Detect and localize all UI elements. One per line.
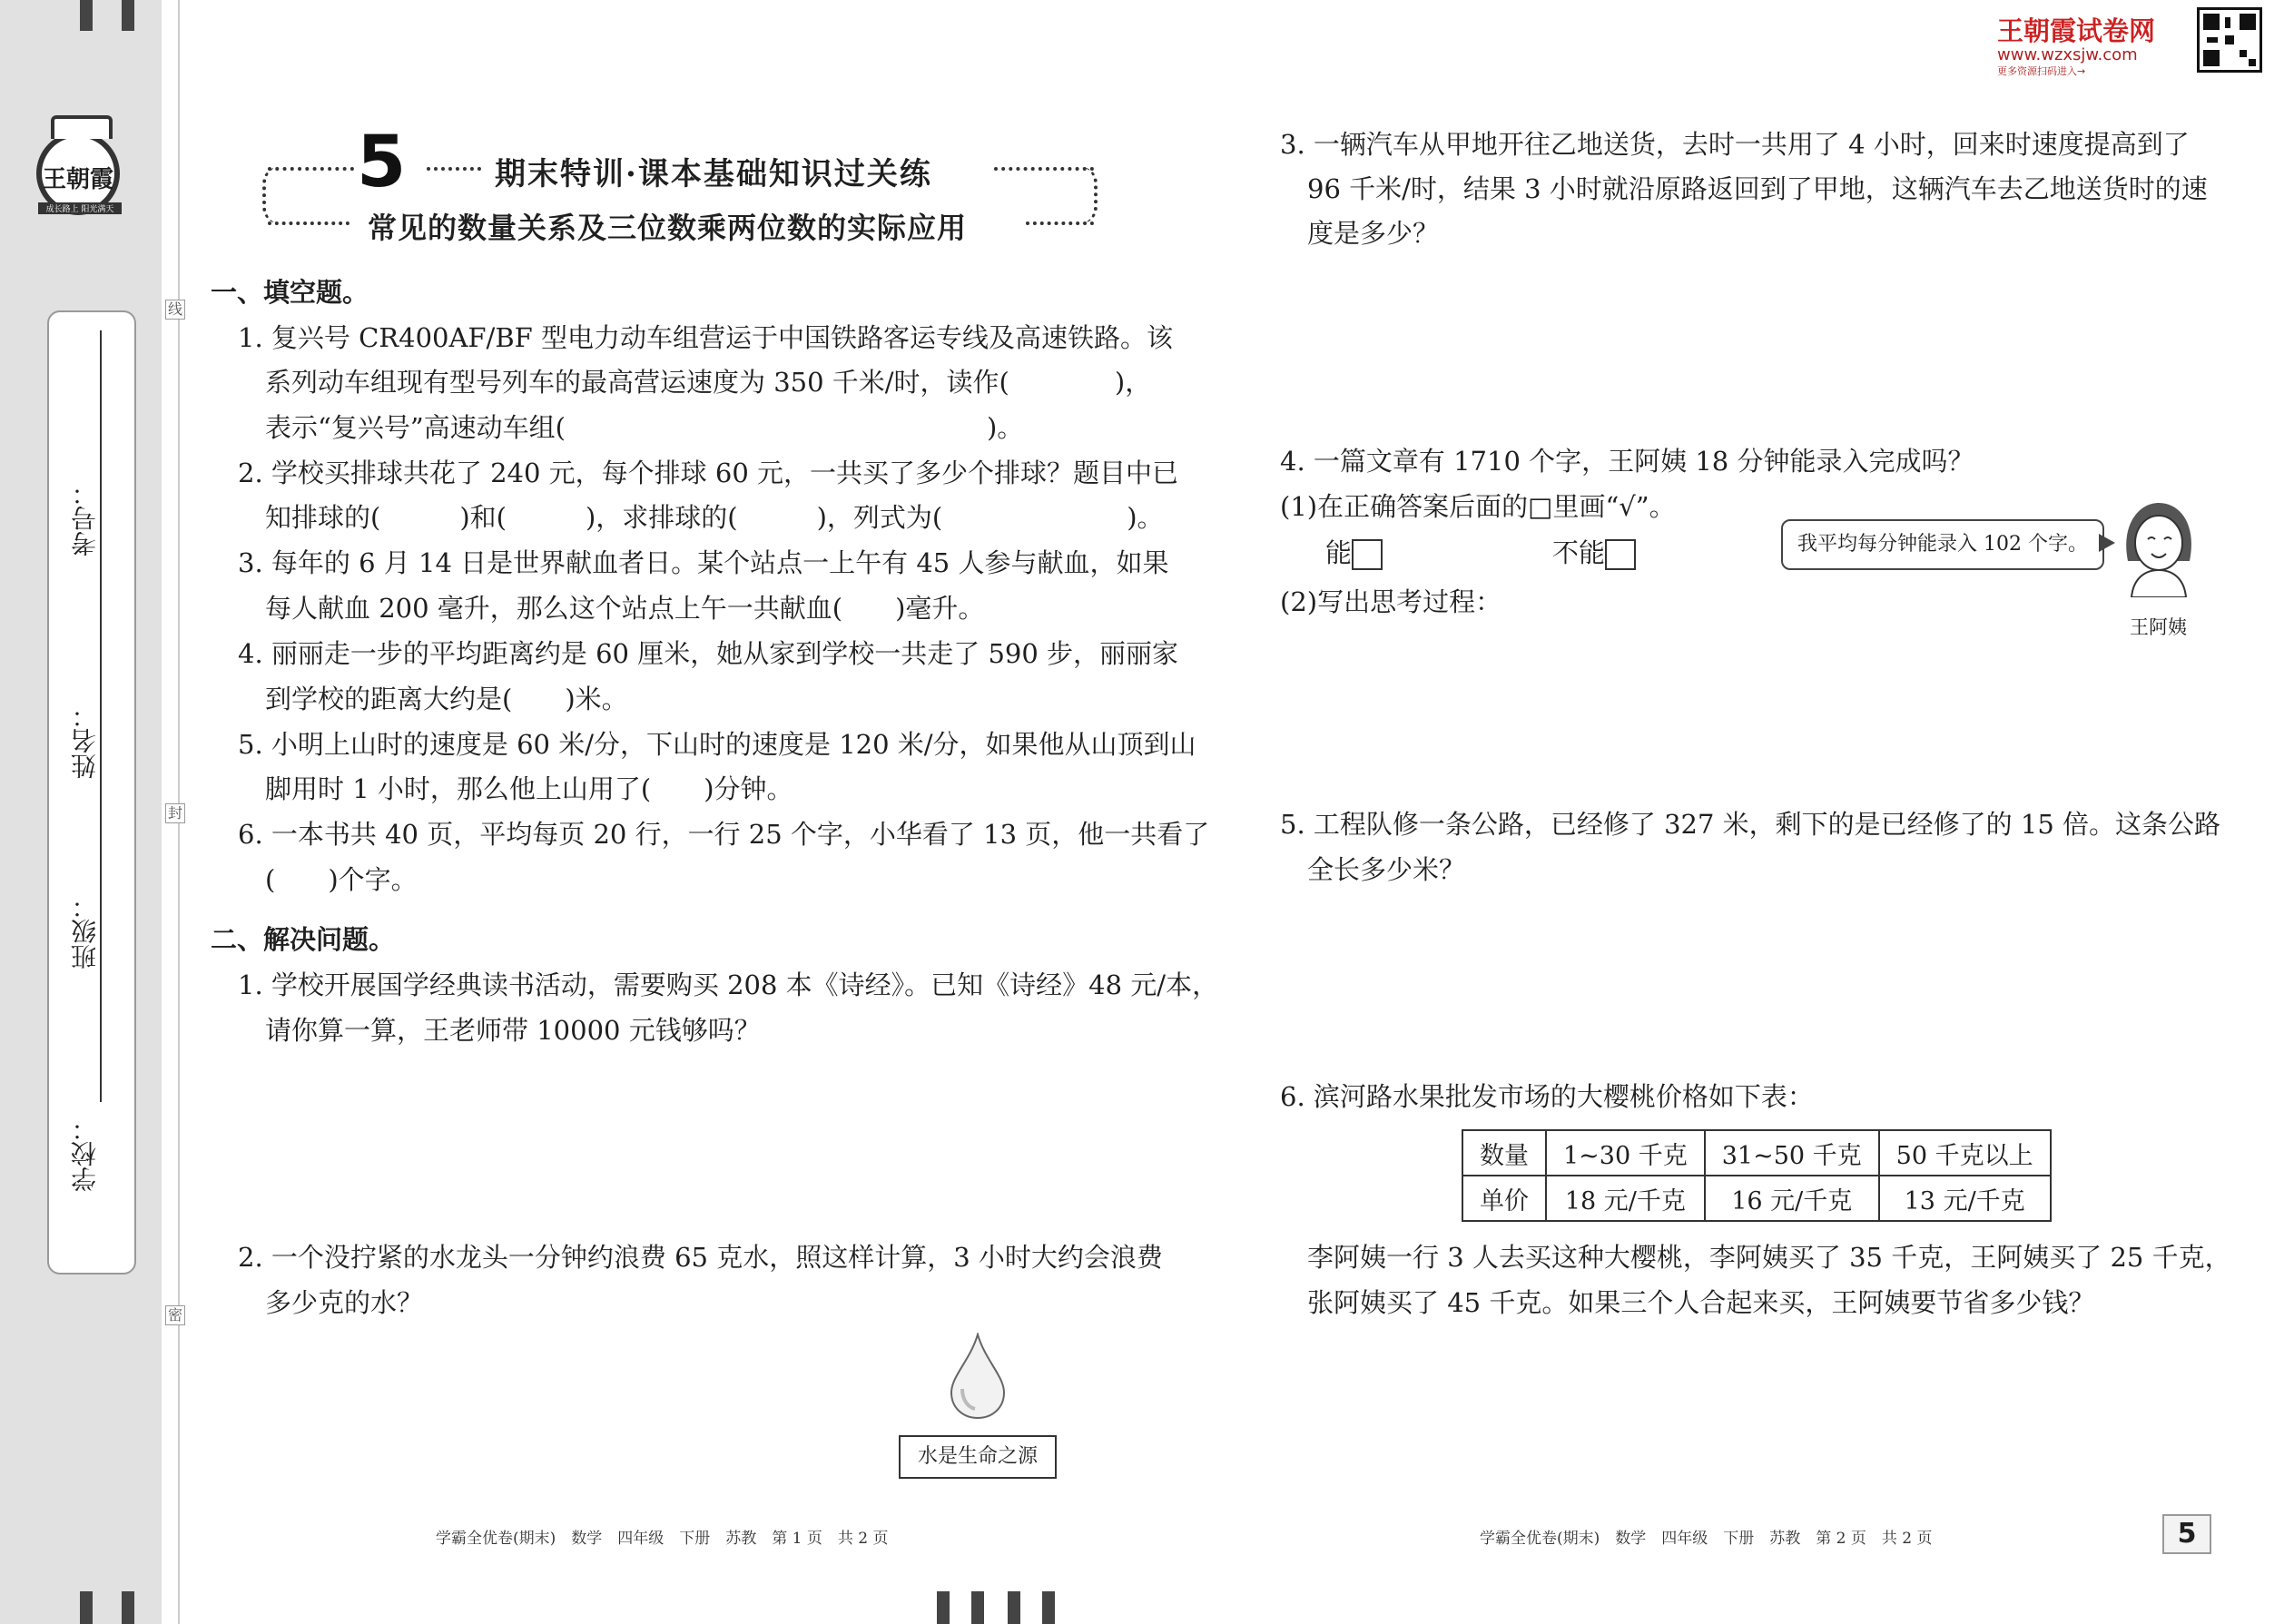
table-row	[1462, 1176, 2051, 1221]
problem-line: 3. 一辆汽车从甲地开往乙地送货，去时一共用了 4 小时，回来时速度提高到了	[1280, 129, 2190, 160]
option-no-label: 不能	[1552, 537, 1606, 568]
problem-line: 全长多少米？	[1307, 854, 1466, 885]
table-cell: 31~50 千克	[1705, 1130, 1879, 1176]
problem-line: 5. 工程队修一条公路，已经修了 327 米，剩下的是已经修了的 15 倍。这条公路	[1280, 809, 2221, 840]
crop-mark	[1042, 1591, 1055, 1624]
problem-line: 多少克的水？	[265, 1287, 424, 1318]
exam-no-field[interactable]	[100, 330, 102, 467]
qr-code-icon[interactable]	[2197, 7, 2262, 73]
table-row	[1462, 1130, 2051, 1176]
fill-question-line: 知排球的( )和( )，求排球的( )，列式为( )。	[265, 502, 1164, 533]
school-label: 学校：	[70, 1116, 100, 1192]
checkbox-yes[interactable]	[1352, 539, 1383, 570]
unit-number: 5	[357, 122, 407, 203]
student-info-panel	[47, 310, 136, 1275]
problem-line: 李阿姨一行 3 人去买这种大樱桃，李阿姨买了 35 千克，王阿姨买了 25 千克，	[1307, 1242, 2231, 1273]
table-cell: 数量	[1462, 1130, 1546, 1176]
fill-question-line: ( )个字。	[265, 864, 418, 895]
problem-line: 96 千米/时，结果 3 小时就沿原路返回到了甲地，这辆汽车去乙地送货时的速	[1307, 173, 2208, 204]
fill-question-line: 每人献血 200 毫升，那么这个站点上午一共献血( )毫升。	[265, 593, 985, 624]
brand-url[interactable]: www.wzxsjw.com	[1997, 45, 2138, 64]
crop-mark	[80, 0, 93, 31]
exam-no-label: 考号：	[70, 480, 100, 556]
brand-more: 更多资源扫码进入→	[1997, 65, 2086, 77]
table-cell: 18 元/千克	[1546, 1176, 1705, 1221]
logo-slogan: 成长路上 阳光满天	[38, 202, 122, 214]
fill-question-line: 2. 学校买排球共花了 240 元，每个排球 60 元，一共买了多少个排球？题目中已	[238, 458, 1179, 488]
crop-mark	[80, 1591, 93, 1624]
fill-question-line: 4. 丽丽走一步的平均距离约是 60 厘米，她从家到学校一共走了 590 步，丽丽家	[238, 638, 1179, 669]
name-label: 姓名：	[70, 703, 100, 779]
section-heading: 二、解决问题。	[211, 924, 396, 955]
problem-line: 请你算一算，王老师带 10000 元钱够吗？	[265, 1015, 761, 1046]
option-yes-label: 能	[1325, 537, 1353, 568]
fill-question-line: 系列动车组现有型号列车的最高营运速度为 350 千米/时，读作( )，	[265, 367, 1152, 398]
logo	[36, 132, 120, 215]
drop-caption: 水是生命之源	[899, 1435, 1057, 1479]
problem-line: 度是多少？	[1307, 218, 1440, 249]
page-title: 期末特训·课本基础知识过关练	[495, 156, 932, 192]
table-cell: 50 千克以上	[1879, 1130, 2051, 1176]
checkbox-no[interactable]	[1605, 539, 1636, 570]
option-no	[1552, 539, 1636, 570]
page-number: 5	[2162, 1514, 2211, 1554]
crop-mark	[122, 1591, 134, 1624]
seal-mark: 封	[165, 803, 185, 823]
seal-mark: 密	[165, 1305, 185, 1325]
fill-question-line: 6. 一本书共 40 页，平均每页 20 行，一行 25 个字，小华看了 13 页，他一共看了	[238, 819, 1210, 850]
problem-line: 2. 一个没拧紧的水龙头一分钟约浪费 65 克水，照这样计算，3 小时大约会浪费	[238, 1242, 1163, 1273]
fill-question-line: 脚用时 1 小时，那么他上山用了( )分钟。	[265, 773, 793, 804]
water-drop-icon	[948, 1333, 1008, 1420]
problem-line: 张阿姨买了 45 千克。如果三个人合起来买，王阿姨要节省多少钱？	[1307, 1287, 2095, 1318]
table-cell: 1~30 千克	[1546, 1130, 1705, 1176]
speech-bubble: 我平均每分钟能录入 102 个字。	[1781, 519, 2104, 570]
problem-line: 1. 学校开展国学经典读书活动，需要购买 208 本《诗经》。已知《诗经》48 元/本，	[238, 969, 1219, 1000]
table-cell: 单价	[1462, 1176, 1546, 1221]
section-heading: 一、填空题。	[211, 277, 369, 308]
brand-name: 王朝霞试卷网	[1997, 15, 2156, 46]
problem-subline: (2)写出思考过程：	[1280, 586, 1502, 617]
footer-left: 学霸全优卷(期末) 数学 四年级 下册 苏教 第 1 页 共 2 页	[436, 1530, 889, 1548]
seal-mark: 线	[165, 300, 185, 320]
crop-mark	[1008, 1591, 1020, 1624]
fill-question-line: 表示“复兴号”高速动车组( )。	[265, 412, 1024, 443]
worksheet-header	[259, 122, 1103, 245]
problem-line: 6. 滨河路水果批发市场的大樱桃价格如下表：	[1280, 1081, 1814, 1112]
price-table	[1462, 1129, 2052, 1222]
option-yes	[1325, 539, 1383, 570]
problem-subline: (1)在正确答案后面的□里画“√”。	[1280, 491, 1676, 522]
problem-line: 4. 一篇文章有 1710 个字，王阿姨 18 分钟能录入完成吗？	[1280, 446, 1974, 477]
page-subtitle: 常见的数量关系及三位数乘两位数的实际应用	[368, 211, 968, 245]
fill-question-line: 到学校的距离大约是( )米。	[265, 684, 628, 714]
footer-right: 学霸全优卷(期末) 数学 四年级 下册 苏教 第 2 页 共 2 页	[1480, 1530, 1933, 1548]
class-label: 班级：	[70, 893, 100, 969]
crown-icon	[51, 115, 113, 139]
avatar-caption: 王阿姨	[2130, 616, 2187, 638]
crop-mark	[937, 1591, 950, 1624]
fill-question-line: 3. 每年的 6 月 14 日是世界献血者日。某个站点一上午有 45 人参与献血，如果	[238, 547, 1169, 578]
woman-avatar-icon	[2115, 497, 2202, 597]
crop-mark	[971, 1591, 984, 1624]
crop-mark	[122, 0, 134, 31]
fill-question-line: 1. 复兴号 CR400AF/BF 型电力动车组营运于中国铁路客运专线及高速铁路。该	[238, 322, 1173, 353]
fill-question-line: 5. 小明上山时的速度是 60 米/分，下山时的速度是 120 米/分，如果他从山顶到山	[238, 729, 1196, 760]
logo-text: 王朝霞	[42, 166, 113, 193]
speech-bubble-tail	[2099, 534, 2115, 552]
table-cell: 16 元/千克	[1705, 1176, 1879, 1221]
table-cell: 13 元/千克	[1879, 1176, 2051, 1221]
